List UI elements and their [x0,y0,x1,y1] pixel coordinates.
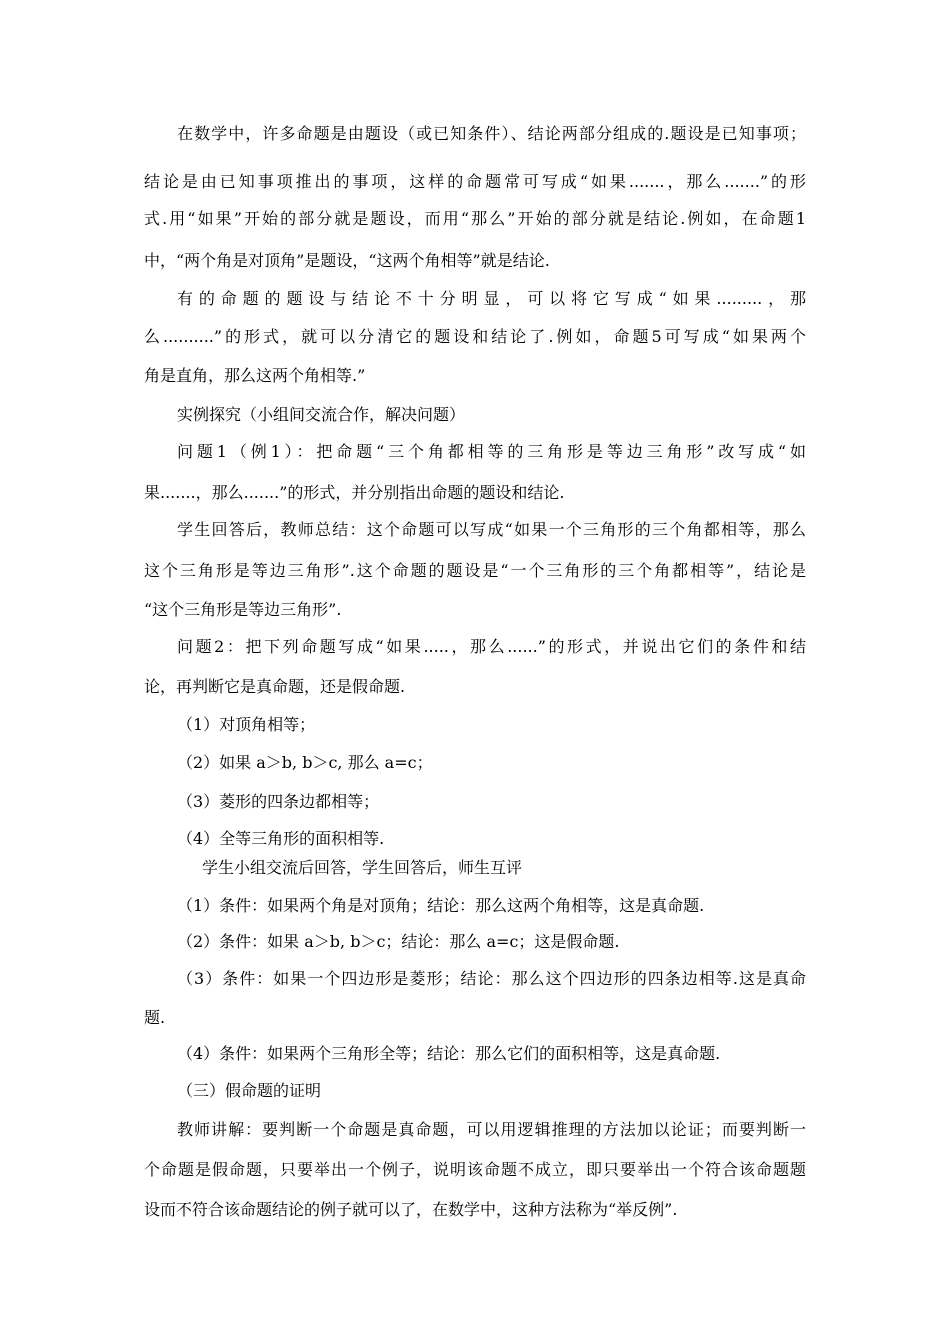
paragraph-line: 结论是由已知事项推出的事项，这样的命题常可写成“如果.......，那么.......”的形 [144,172,806,191]
paragraph-line: 式.用“如果”开始的部分就是题设，而用“那么”开始的部分就是结论.例如，在命题1 [144,209,806,228]
list-item: （1）条件：如果两个角是对顶角；结论：那么这两个角相等，这是真命题. [177,896,705,915]
paragraph-line: 问题2：把下列命题写成“如果.....，那么......”的形式，并说出它们的条件和结 [177,637,806,656]
paragraph-line: 果.......，那么.......”的形式，并分别指出命题的题设和结论. [144,483,565,502]
section-heading: 实例探究（小组间交流合作，解决问题） [177,405,466,424]
paragraph-line: 有的命题的题设与结论不十分明显，可以将它写成“如果.........，那 [177,289,806,308]
list-item: （4）条件：如果两个三角形全等；结论：那么它们的面积相等，这是真命题. [177,1044,721,1063]
list-item: （1）对顶角相等； [177,715,316,734]
paragraph-line: 这个三角形是等边三角形”.这个命题的题设是“一个三角形的三个角都相等”，结论是 [144,561,806,580]
list-item: （3）条件：如果一个四边形是菱形；结论：那么这个四边形的四条边相等.这是真命 [177,969,806,988]
paragraph-line: 角是直角，那么这两个角相等.” [144,366,366,385]
list-item: （2）条件：如果 a＞b, b＞c；结论：那么 a=c；这是假命题. [177,932,620,951]
list-item: （3）菱形的四条边都相等； [177,792,380,811]
list-item: （2）如果 a＞b, b＞c, 那么 a=c； [177,753,433,772]
paragraph-line: 在数学中，许多命题是由题设（或已知条件）、结论两部分组成的.题设是已知事项； [177,124,806,143]
section-heading: （三）假命题的证明 [177,1081,322,1100]
paragraph-line: 中，“两个角是对顶角”是题设，“这两个角相等”就是结论. [144,251,550,270]
paragraph-line: 设而不符合该命题结论的例子就可以了，在数学中，这种方法称为“举反例”. [144,1200,678,1219]
paragraph-line: 问题1（例1）：把命题“三个角都相等的三角形是等边三角形”改写成“如 [177,442,806,461]
paragraph-line: 题. [144,1008,166,1027]
paragraph-line: 学生回答后，教师总结：这个命题可以写成“如果一个三角形的三个角都相等，那么 [177,520,806,539]
paragraph-line: 论，再判断它是真命题，还是假命题. [144,677,406,696]
paragraph-line: 个命题是假命题，只要举出一个例子，说明该命题不成立，即只要举出一个符合该命题题 [144,1160,806,1179]
paragraph-line: 学生小组交流后回答，学生回答后，师生互评 [202,858,523,877]
paragraph-line: 么..........”的形式，就可以分清它的题设和结论了.例如，命题5可写成“如果两个 [144,327,806,346]
paragraph-line: “这个三角形是等边三角形”. [144,600,342,619]
list-item: （4）全等三角形的面积相等. [177,829,385,848]
paragraph-line: 教师讲解：要判断一个命题是真命题，可以用逻辑推理的方法加以论证；而要判断一 [177,1120,806,1139]
